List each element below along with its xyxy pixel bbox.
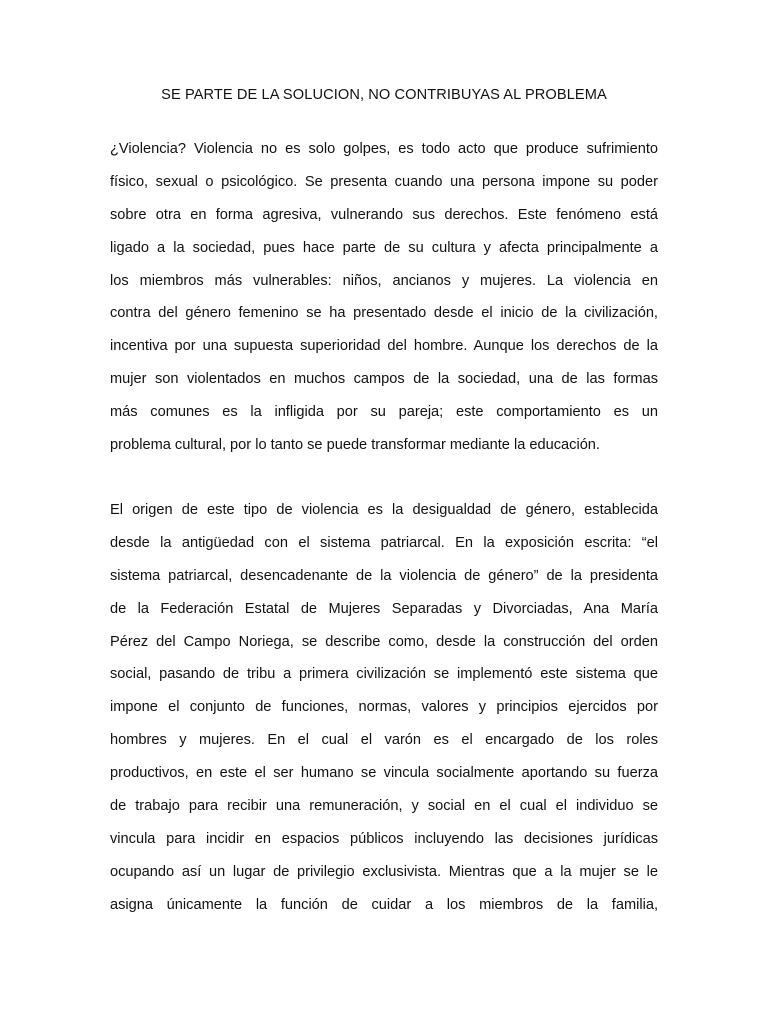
document-title: SE PARTE DE LA SOLUCION, NO CONTRIBUYAS AL PROBLEMA bbox=[161, 87, 607, 103]
paragraph-1 bbox=[110, 133, 658, 462]
paragraph-line: problema cultural, por lo tanto se puede transformar mediante la educación. bbox=[110, 437, 600, 454]
paragraph-line: contra del género femenino se ha presentado desde el inicio de la civilización, bbox=[110, 305, 658, 322]
paragraph-line: impone el conjunto de funciones, normas, valores y principios ejercidos por bbox=[110, 699, 658, 716]
paragraph-line: más comunes es la infligida por su pareja; este comportamiento es un bbox=[110, 404, 658, 421]
paragraph-line: productivos, en este el ser humano se vincula socialmente aportando su fuerza bbox=[110, 765, 658, 782]
paragraph-line: de trabajo para recibir una remuneración, y social en el cual el individuo se bbox=[110, 798, 658, 815]
paragraph-line: Pérez del Campo Noriega, se describe como, desde la construcción del orden bbox=[110, 633, 658, 650]
paragraph-line: vincula para incidir en espacios públicos incluyendo las decisiones jurídicas bbox=[110, 830, 658, 847]
paragraph-line: El origen de este tipo de violencia es la desigualdad de género, establecida bbox=[110, 502, 658, 518]
paragraph-line: ¿Violencia? Violencia no es solo golpes, es todo acto que produce sufrimiento bbox=[110, 141, 658, 157]
paragraph-line: ligado a la sociedad, pues hace parte de su cultura y afecta principalmente a bbox=[110, 239, 658, 256]
paragraph-line: mujer son violentados en muchos campos de la sociedad, una de las formas bbox=[110, 371, 658, 388]
paragraph-2 bbox=[110, 494, 658, 922]
paragraph-line: los miembros más vulnerables: niños, ancianos y mujeres. La violencia en bbox=[110, 272, 658, 289]
paragraph-line: hombres y mujeres. En el cual el varón es el encargado de los roles bbox=[110, 732, 658, 749]
paragraph-line: desde la antigüedad con el sistema patriarcal. En la exposición escrita: “el bbox=[110, 534, 658, 551]
paragraph-line: físico, sexual o psicológico. Se presenta cuando una persona impone su poder bbox=[110, 173, 658, 190]
paragraph-line: de la Federación Estatal de Mujeres Separadas y Divorciadas, Ana María bbox=[110, 600, 658, 617]
paragraph-line: ocupando así un lugar de privilegio exclusivista. Mientras que a la mujer se le bbox=[110, 863, 658, 880]
paragraph-line: incentiva por una supuesta superioridad del hombre. Aunque los derechos de la bbox=[110, 338, 658, 355]
paragraph-line: sistema patriarcal, desencadenante de la violencia de género” de la presidenta bbox=[110, 567, 658, 584]
paragraph-line: social, pasando de tribu a primera civilización se implementó este sistema que bbox=[110, 666, 658, 683]
paragraph-line: asigna únicamente la función de cuidar a los miembros de la familia, bbox=[110, 896, 658, 913]
paragraph-line: sobre otra en forma agresiva, vulnerando sus derechos. Este fenómeno está bbox=[110, 206, 658, 223]
